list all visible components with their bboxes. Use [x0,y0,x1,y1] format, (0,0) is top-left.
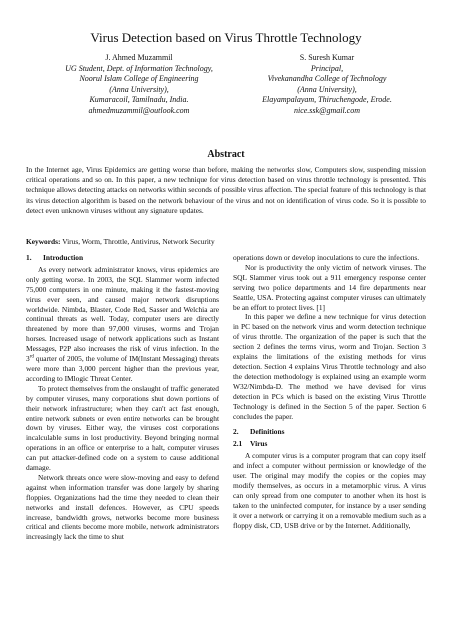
author-location: Elayampalayam, Thiruchengode, Erode. [262,95,392,104]
author-role: Principal, [310,63,344,73]
abstract-text: In the Internet age, Virus Epidemics are getting worse than before, making the networks slow, Computers slow, suspending mission critical operations and so on. In this paper, a new technique for virus detection based on virus throttle technology is presented. This technique allows detecting attacks on networks within seconds of possible virus affection. The special feature of this technology is that its virus detection algorithm is based on the network behaviour of the virus and not on identification of virus code. So it is possible to detect even unknown viruses without any signature updates. [26,165,426,215]
paragraph-text: As every network administrator knows, virus epidemics are only getting worse. In 2003, the SQL Slammer worm infected 75,000 computers in one minute, making it the fastest-moving virus ever seen, and caused major network disruptions worldwide. Nimbda, Blaster, Code Red, Sasser and Welchia are continual threats as well. Today, computer users are directly threatened by more than 97,000 viruses, worms and Trojan horses. Increased usage of network applications such as Instant Messages, P2P also increases the risk of virus infection. In the 3 [26,264,219,364]
keywords-line [26,237,426,247]
subsection-title: Virus [250,439,268,449]
section-number: 2. [233,427,239,437]
abstract-heading: Abstract [207,149,245,160]
author-institution: Vivekanandha College of Technology [267,74,387,83]
paragraph: In this paper we define a new technique for virus detection in PC based on the network virus and worm detection technique of virus throttle. The organization of the paper is such that the section 2 defines the terms virus, worm and Trojan. Section 3 explains the limitations of the existing methods for virus detection. Section 4 explains Virus Throttle technology and also the detection methodology is explained using an example worm W32/Nimbda-D. The method we have devised for virus detection in PCs which is based on the existing Virus Throttle Technology is defined in the Section 5 of the paper. Section 6 concludes the paper. [233,312,426,421]
author-email: nice.ssk@gmail.com [293,105,360,115]
author-block-1 [44,53,234,116]
paragraph: A computer virus is a computer program that can copy itself and infect a computer without permission or knowledge of the user. The original may modify the copies or the copies may modify themselves, as occurs in a metamorphic virus. A virus can only spread from one computer to another when its host is taken to the uninfected computer, for instance by a user sending it over a network or carrying it on a removable medium such as a floppy disk, CD, USB drive or by the Internet. Additionally, [233,451,426,530]
author-affiliation: (Anna University), [109,84,169,94]
author-email: ahmedmuzammil@outlook.com [88,105,190,115]
section-number: 1. [26,253,32,262]
paragraph-text: quarter of 2005, the volume of IM(Instant Messaging) threats were more than 3,000 percent higher than the previous year, according to IMlogic Threat Center. [26,354,219,383]
section-title: Definitions [250,427,285,437]
paragraph: To protect themselves from the onslaught of traffic generated by computer viruses, many corporations shut down portions of their network infrastructure; when they can't act fast enough, entire network subnets or even entire networks can be brought down by viruses. Either way, the viruses cost corporations incalculable sums in lost productivity. Beyond bringing normal operations in an office or enterprise to a halt, computer viruses can put attacker-defined code on a system to cause additional damage. [26,383,219,473]
keywords-text: Virus, Worm, Throttle, Antivirus, Network Security [62,237,215,246]
superscript: rd [29,354,34,360]
subsection-heading-virus [233,439,426,449]
paragraph: Nor is productivity the only victim of network viruses. The SQL Slammer virus took out a 911 emergency response center serving two police departments and 14 fire departments near Seattle, USA. Protecting against computer viruses can ultimately be an effort to protect lives. [1] [233,262,426,312]
author-block-2 [232,53,422,116]
section-title: Introduction [43,253,84,262]
paragraph: Network threats once were slow-moving and easy to defend against when information transfer was done largely by sharing floppies. Organizations had the time they needed to clean their networks and install defences. However, as CPU speeds increase, bandwidth grows, networks become more business critical and clients become more mobile, network administrators increasingly lack the time to shut [26,472,219,542]
subsection-number: 2.1 [233,439,243,449]
paragraph [26,265,219,384]
body-column-right [233,253,426,530]
section-heading-introduction [26,253,219,263]
author-name: S. Suresh Kumar [299,53,355,62]
paragraph: operations down or develop inoculations to cure the infections. [233,253,420,262]
author-name: J. Ahmed Muzammil [105,53,173,62]
paper-title: Virus Detection based on Virus Throttle Technology [90,30,362,45]
section-heading-definitions [233,427,426,437]
body-column-left [26,253,219,542]
keywords-label: Keywords: [26,237,61,246]
author-institution: Noorul Islam College of Engineering [79,74,199,83]
author-affiliation: (Anna University), [297,84,357,94]
author-location: Kumaracoil, Tamilnadu, India. [89,95,189,104]
author-role: UG Student, Dept. of Information Technology, [65,63,213,73]
